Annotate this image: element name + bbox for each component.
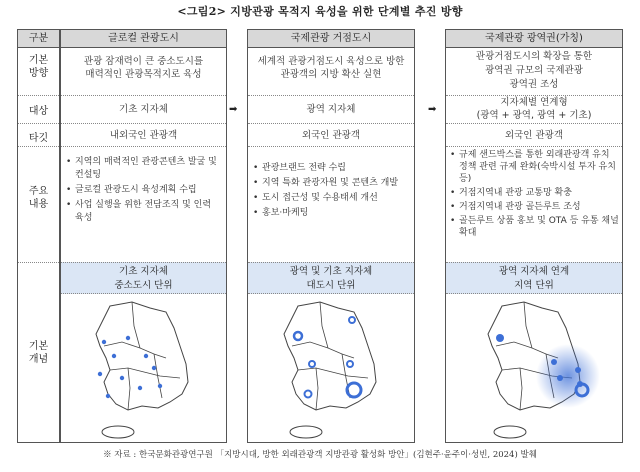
korea-map-region — [462, 298, 612, 444]
column-glocal-header: 글로컬 관광도시 — [61, 30, 226, 48]
column-glocal-unit: 기초 지자체 중소도시 단위 — [61, 262, 226, 294]
column-hub-header: 국제관광 거점도시 — [248, 30, 414, 48]
row-label-direction: 기본 방향 — [28, 55, 49, 79]
content-item: • 골든루트 상품 홍보 및 OTA 등 유통 채널 확대 — [450, 215, 619, 239]
content-item: • 도시 접근성 및 수용태세 개선 — [253, 192, 410, 205]
column-hub-visitors: 외국인 관광객 — [301, 130, 361, 141]
content-item: • 관광브랜드 전략 수립 — [253, 162, 410, 175]
content-item: • 지역 특화 관광자원 및 콘텐츠 개발 — [253, 177, 410, 190]
content-item: • 홍보·마케팅 — [253, 207, 410, 220]
column-glocal-visitors: 내외국인 관광객 — [109, 130, 178, 141]
figure-title: <그림2> 지방관광 목적지 육성을 위한 단계별 추진 방향 — [177, 5, 463, 18]
korea-map-hub — [258, 298, 408, 444]
column-hub-unit: 광역 및 기초 지자체 대도시 단위 — [248, 262, 414, 294]
arrow-right-icon: ➡ — [229, 104, 238, 115]
column-glocal-content — [66, 156, 222, 227]
row-label-content: 주요 내용 — [28, 186, 49, 210]
korea-map-glocal — [70, 298, 220, 444]
column-hub-direction: 세계적 관광거점도시 육성으로 방한 관광객의 지방 확산 실현 — [257, 56, 405, 80]
content-item: • 지역의 매력적인 관광콘텐츠 발굴 및 컨설팅 — [66, 156, 222, 182]
content-item: • 거점지역내 관광 골든루트 조성 — [450, 201, 619, 213]
row-label-header: 구분 — [18, 30, 59, 48]
content-item: • 사업 실행을 위한 전담조직 및 인력 육성 — [66, 199, 222, 225]
column-glocal-target: 기초 지자체 — [119, 104, 168, 115]
column-hub-content — [253, 162, 410, 222]
content-item: • 글로컬 관광도시 육성계획 수립 — [66, 184, 222, 197]
source-note: ※ 자료 : 한국문화관광연구원 「지방시대, 방한 외래관광객 지방관광 활성화 방안」(김현주·윤주이·성빈, 2024) 발췌 — [103, 450, 537, 460]
column-region-unit: 광역 지자체 연계 지역 단위 — [446, 262, 622, 294]
content-item: • 규제 샌드박스를 통한 외래관광객 유치 정책 관련 규제 완화(숙박시설 투자 유치 등) — [450, 149, 619, 185]
column-region-content — [450, 149, 619, 241]
row-label-concept: 기본 개념 — [28, 341, 49, 365]
row-label-visitors: 타깃 — [28, 133, 49, 144]
column-region-target: 지자체별 연계형 (광역 + 광역, 광역 + 기초) — [476, 97, 592, 121]
column-region-direction: 관광거점도시의 확장을 통한 광역권 규모의 국제관광 광역권 조성 — [475, 51, 593, 90]
column-region-visitors: 외국인 관광객 — [504, 130, 564, 141]
row-label-target: 대상 — [28, 106, 49, 117]
arrow-right-icon: ➡ — [428, 104, 437, 115]
column-glocal-direction: 관광 잠재력이 큰 중소도시를 매력적인 관광목적지로 육성 — [83, 56, 204, 80]
column-hub-target: 광역 지자체 — [306, 104, 356, 115]
content-item: • 거점지역내 관광 교통망 확충 — [450, 187, 619, 199]
column-region-header: 국제관광 광역권(가칭) — [446, 30, 622, 48]
row-label-column — [17, 29, 60, 443]
